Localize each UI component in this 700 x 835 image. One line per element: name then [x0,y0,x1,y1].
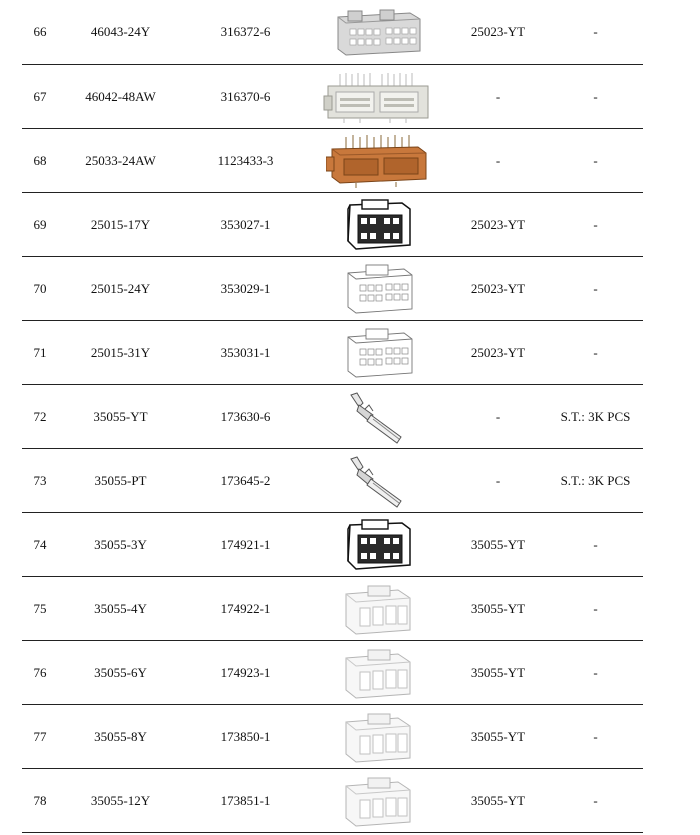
note: - [593,344,598,360]
product-code: 35055-PT [94,472,147,488]
terminal-code: 35055-YT [470,728,526,744]
product-code: 35055-6Y [94,664,147,680]
note: - [593,216,598,232]
table-row [22,449,643,513]
part-number: 316370-6 [220,88,271,104]
terminal-code: 25023-YT [470,344,526,360]
product-code: 46043-24Y [90,24,151,39]
product-code: 25015-24Y [90,280,151,296]
part-number: 316372-6 [220,24,271,39]
row-number: 76 [33,664,47,680]
row-number: 71 [33,344,47,360]
note: - [593,664,598,680]
pin-header-connector-icon [308,65,448,128]
row-number: 69 [33,216,47,232]
table-row [22,641,643,705]
part-number: 353031-1 [220,344,271,360]
note: S.T.: 3K PCS [560,472,631,488]
row-number: 78 [33,792,47,808]
product-code: 46042-48AW [85,88,156,104]
row-number: 77 [33,728,47,744]
row-number: 66 [33,24,47,39]
note: S.T.: 3K PCS [560,408,631,424]
terminal-code: 35055-YT [470,664,526,680]
terminal-code: 35055-YT [470,536,526,552]
black-housing-connector-icon [308,193,448,256]
table-row [22,65,643,129]
orange-pin-header-icon [308,129,448,192]
row-number: 75 [33,600,47,616]
white-housing-connector-icon [308,705,448,768]
note: - [593,536,598,552]
table-row [22,769,643,833]
table-row [22,129,643,193]
row-number: 68 [33,152,47,168]
terminal-code: - [495,472,501,488]
part-number: 173851-1 [220,792,271,808]
part-number: 173850-1 [220,728,271,744]
table-row [22,321,643,385]
part-number: 174922-1 [220,600,271,616]
part-number: 353027-1 [220,216,271,232]
terminal-code: - [495,152,501,168]
white-housing-connector-icon [308,577,448,640]
table-row [22,705,643,769]
white-housing-connector-icon [308,769,448,832]
note: - [593,728,598,744]
terminal-code: 35055-YT [470,792,526,808]
crimp-terminal-icon [308,449,448,512]
product-code: 25033-24AW [85,152,156,168]
outline-housing-connector-icon [308,321,448,384]
terminal-code: 25023-YT [470,280,526,296]
terminal-code: - [495,88,501,104]
part-number: 174921-1 [220,536,271,552]
terminal-code: 25023-YT [470,24,526,39]
product-code: 35055-YT [93,408,148,424]
product-code: 35055-8Y [94,728,147,744]
table-row [22,193,643,257]
table-row [22,257,643,321]
white-housing-connector-icon [308,641,448,704]
note: - [593,24,598,39]
note: - [593,792,598,808]
part-number: 174923-1 [220,664,271,680]
part-number: 353029-1 [220,280,271,296]
table-row [22,0,643,65]
product-code: 35055-3Y [94,536,147,552]
terminal-code: 25023-YT [470,216,526,232]
table-row [22,385,643,449]
part-number: 1123433-3 [217,152,274,168]
crimp-terminal-icon [308,385,448,448]
product-code: 25015-31Y [90,344,151,360]
row-number: 67 [33,88,47,104]
note: - [593,280,598,296]
part-number: 173630-6 [220,408,271,424]
row-number: 73 [33,472,47,488]
row-number: 72 [33,408,47,424]
product-code: 35055-4Y [94,600,147,616]
table-row [22,513,643,577]
product-code: 25015-17Y [90,216,151,232]
black-housing-connector-icon [308,513,448,576]
note: - [593,88,598,104]
row-number: 70 [33,280,47,296]
outline-housing-connector-icon [308,257,448,320]
row-number: 74 [33,536,47,552]
table-row [22,577,643,641]
part-number: 173645-2 [220,472,271,488]
product-code: 35055-12Y [90,792,151,808]
parts-table [22,0,643,833]
terminal-code: 35055-YT [470,600,526,616]
gray-header-connector-icon [308,0,448,64]
note: - [593,152,598,168]
note: - [593,600,598,616]
terminal-code: - [495,408,501,424]
